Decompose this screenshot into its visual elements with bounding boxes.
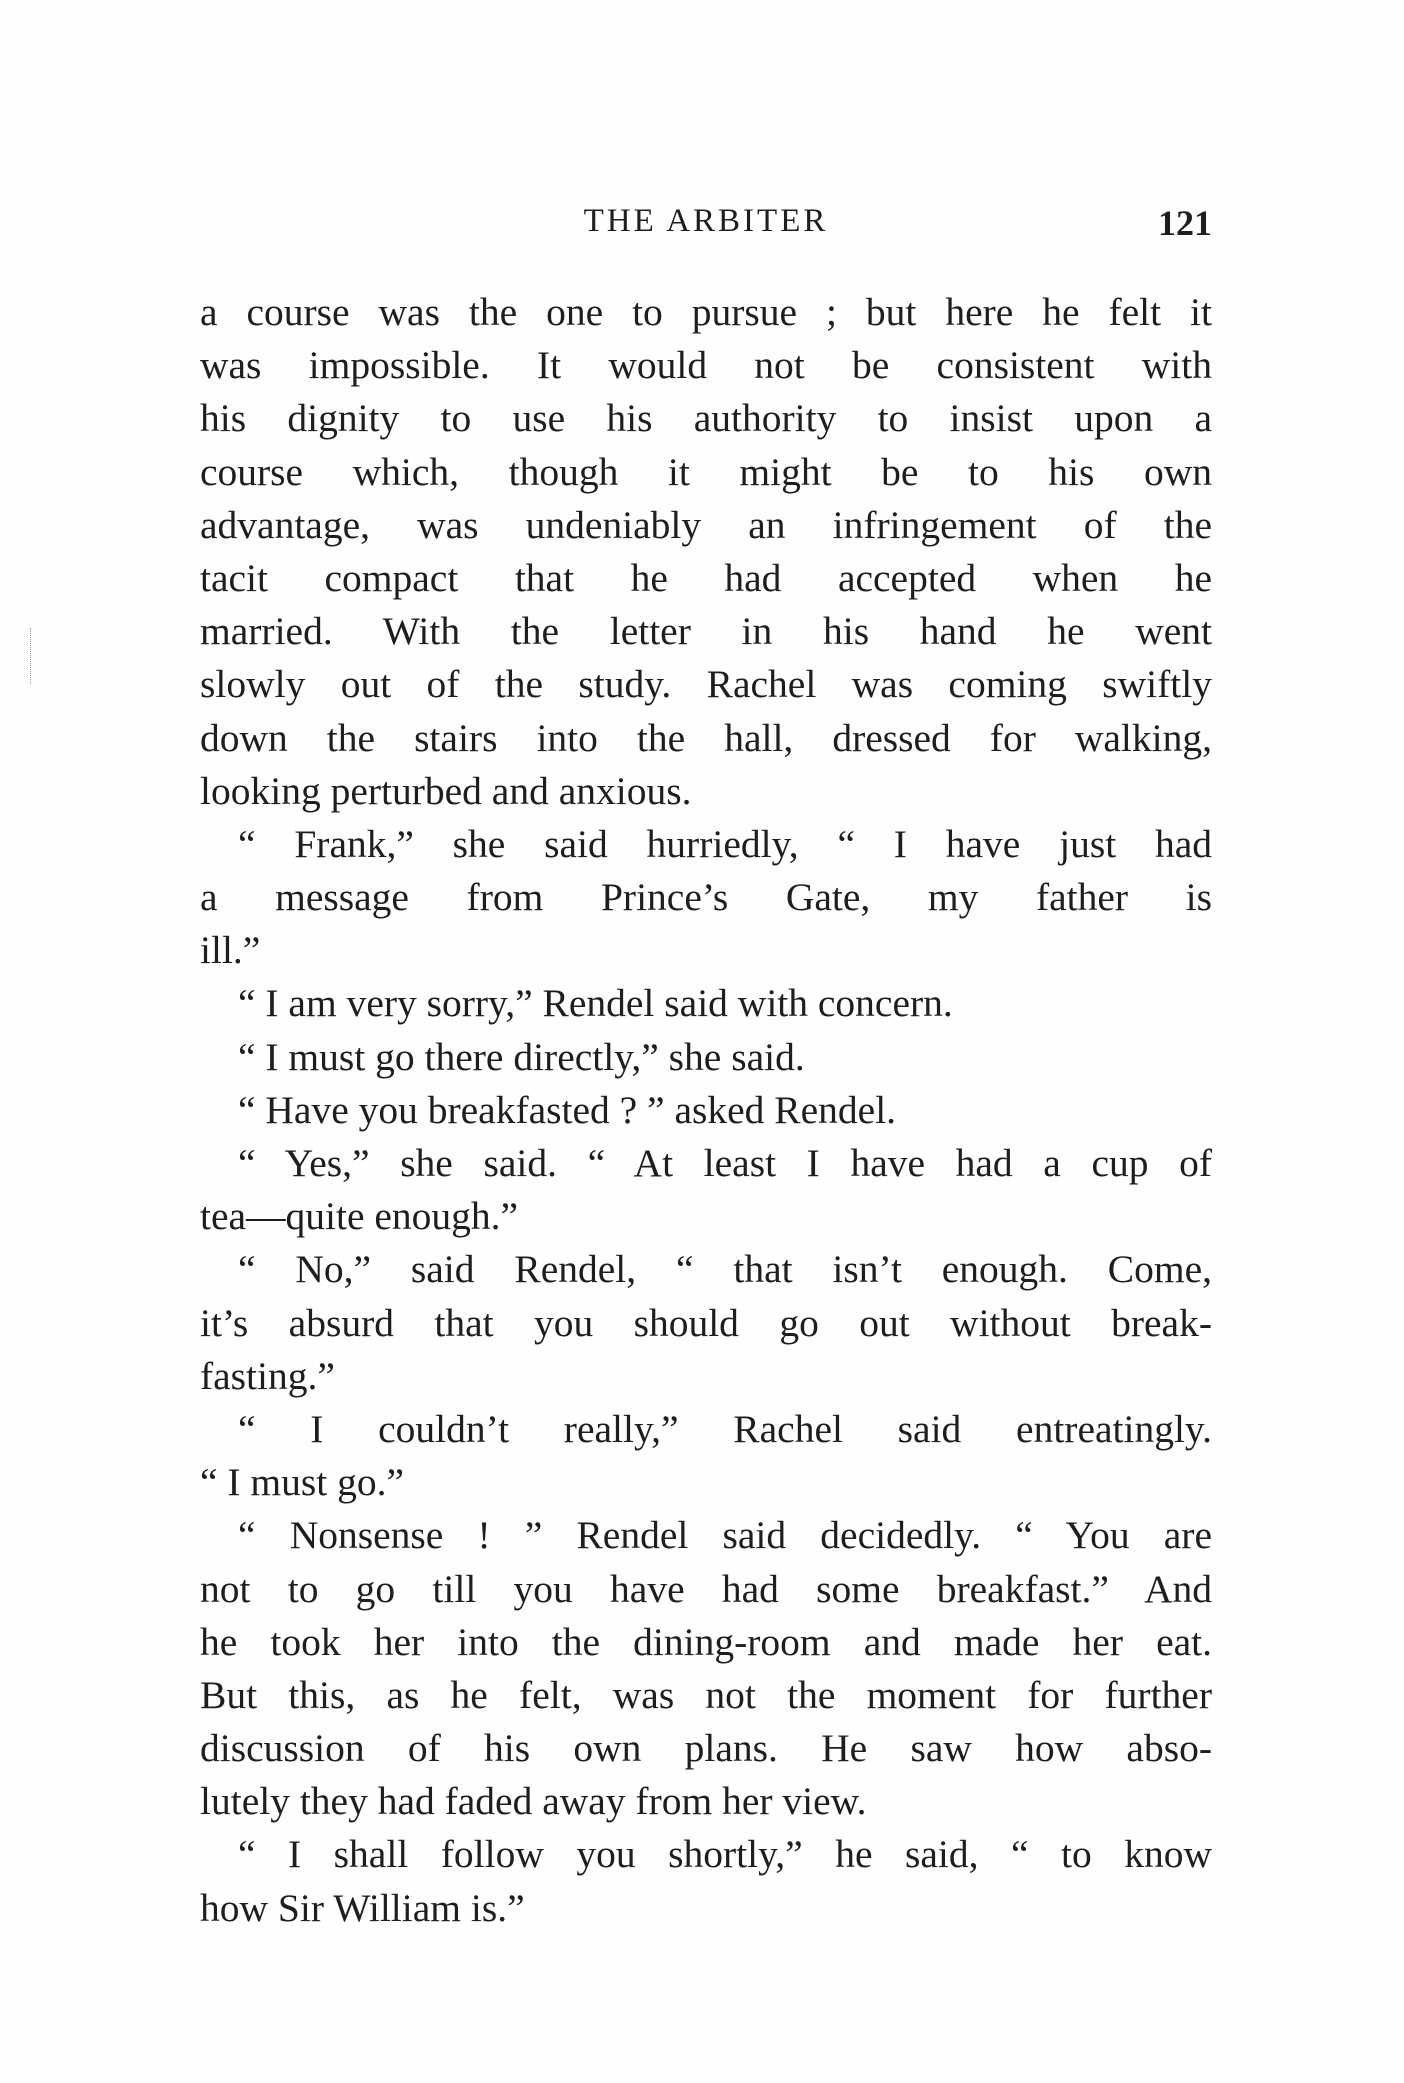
text-line: his dignity to use his authority to insist upon a — [200, 396, 1212, 441]
text-line: “ I couldn’t really,” Rachel said entreatingly. — [238, 1406, 1212, 1451]
text-line: fasting.” — [200, 1353, 335, 1398]
running-head: THE ARBITER — [583, 203, 829, 239]
text-line: course which, though it might be to his own — [200, 449, 1212, 494]
text-line: discussion of his own plans. He saw how abso- — [200, 1726, 1212, 1771]
text-line: he took her into the dining-room and made her eat. — [200, 1619, 1212, 1664]
text-line: “ Yes,” she said. “ At least I have had a cup of — [238, 1141, 1212, 1185]
text-line: “ No,” said Rendel, “ that isn’t enough. Come, — [238, 1247, 1212, 1292]
page-header — [200, 196, 1212, 246]
text-line: was impossible. It would not be consistent with — [200, 343, 1212, 388]
margin-mark — [30, 628, 32, 684]
text-line: “ I must go.” — [200, 1460, 405, 1505]
text-line: tacit compact that he had accepted when he — [200, 555, 1212, 600]
page-number: 121 — [1158, 203, 1212, 243]
text-line: a message from Prince’s Gate, my father is — [200, 875, 1212, 920]
text-line: looking perturbed and anxious. — [200, 768, 692, 813]
text-line: “ Frank,” she said hurriedly, “ I have just had — [238, 821, 1212, 866]
text-line: a course was the one to pursue ; but here he felt it — [200, 290, 1212, 334]
text-line: not to go till you have had some breakfast.” And — [200, 1566, 1212, 1611]
text-line: advantage, was undeniably an infringement of the — [200, 502, 1212, 547]
text-line: “ I shall follow you shortly,” he said, “ to know — [238, 1832, 1212, 1877]
text-line: married. With the letter in his hand he went — [200, 609, 1212, 654]
text-line: But this, as he felt, was not the moment for further — [200, 1672, 1212, 1717]
text-line: “ I am very sorry,” Rendel said with concern. — [238, 981, 953, 1026]
text-line: “ Have you breakfasted ? ” asked Rendel. — [238, 1087, 897, 1132]
text-line: “ I must go there directly,” she said. — [238, 1034, 805, 1079]
text-line: ill.” — [200, 928, 261, 973]
text-line: tea—quite enough.” — [200, 1194, 519, 1239]
text-line: how Sir William is.” — [200, 1885, 525, 1930]
text-line: down the stairs into the hall, dressed for walking, — [200, 715, 1212, 760]
body-text — [200, 286, 1212, 1935]
text-line: slowly out of the study. Rachel was coming swiftly — [200, 662, 1212, 707]
text-line: “ Nonsense ! ” Rendel said decidedly. “ You are — [238, 1513, 1212, 1558]
text-line: it’s absurd that you should go out without break- — [200, 1300, 1212, 1345]
text-line: lutely they had faded away from her view. — [200, 1779, 867, 1824]
